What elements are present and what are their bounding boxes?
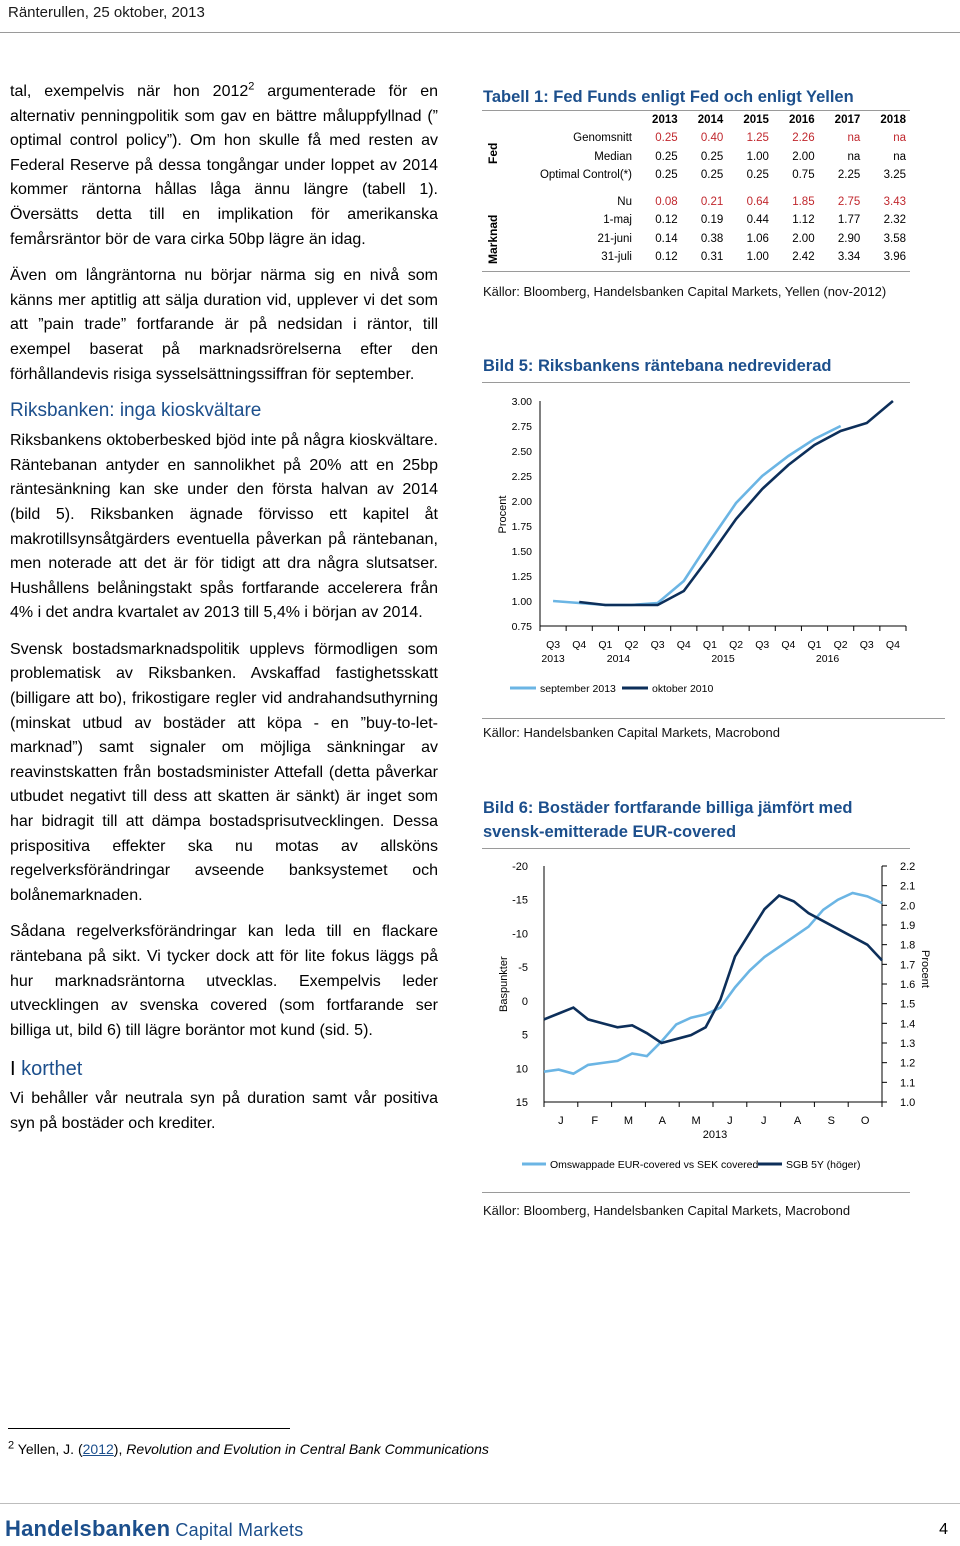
table-cell: 0.25 <box>655 150 678 163</box>
chart6 <box>482 850 932 1180</box>
table1-title: Tabell 1: Fed Funds enligt Fed och enligt Yellen <box>483 88 854 106</box>
table-cell: na <box>847 150 861 163</box>
table-cell: 0.12 <box>655 214 678 227</box>
x-year-label: 2016 <box>815 653 840 665</box>
table-cell: 2.32 <box>883 214 906 227</box>
divider <box>482 271 910 272</box>
fed-row <box>500 129 910 148</box>
y-left-tick-label: 15 <box>515 1097 528 1109</box>
footer-divider <box>0 1503 960 1504</box>
table-cell: 0.21 <box>700 195 724 208</box>
y-left-tick-label: -10 <box>512 928 528 941</box>
x-tick-label: J <box>558 1115 564 1127</box>
x-tick-label: Q4 <box>676 639 691 651</box>
table-cell: na <box>893 132 906 145</box>
y-tick-label: 0.75 <box>511 621 532 633</box>
y-right-tick-label: 1.7 <box>900 959 916 972</box>
table-cell: 2.00 <box>792 150 815 163</box>
table-cell: 0.12 <box>655 251 678 264</box>
divider <box>482 718 945 719</box>
table-cell: 3.25 <box>883 169 906 182</box>
row-label: 21-juni <box>597 232 632 245</box>
table-cell: 0.64 <box>746 195 769 208</box>
y-right-axis-label: Procent <box>919 950 931 988</box>
divider <box>482 848 910 849</box>
table-cell: 0.25 <box>655 132 678 145</box>
year-header: 2014 <box>697 114 724 126</box>
chart5-source: Källor: Handelsbanken Capital Markets, Macrobond <box>483 725 780 740</box>
legend-label: september 2013 <box>540 683 616 695</box>
year-header: 2015 <box>743 114 769 126</box>
y-left-tick-label: -15 <box>512 894 528 907</box>
table-cell: 1.85 <box>792 195 815 208</box>
table-cell: 3.43 <box>883 195 906 208</box>
footnote-year-link[interactable]: 2012 <box>82 1441 114 1457</box>
x-tick-label: Q4 <box>781 639 796 651</box>
year-header: 2013 <box>652 114 678 126</box>
table-cell: 1.06 <box>746 232 769 245</box>
legend-label: SGB 5Y (höger) <box>786 1159 861 1171</box>
x-tick-label: Q2 <box>833 639 848 651</box>
y-left-axis-label: Baspunkter <box>498 956 510 1012</box>
y-left-tick-label: 0 <box>521 995 528 1008</box>
footnote: $^2$ Yellen, J. (2012), Revolution and Evolution in Central Bank Communications <box>8 1439 489 1457</box>
market-row <box>500 248 910 267</box>
series-line <box>553 426 841 605</box>
y-left-tick-label: -20 <box>512 861 528 873</box>
table-cell: 0.40 <box>700 132 724 145</box>
year-header: 2018 <box>880 114 906 126</box>
footnote-ref[interactable]: 2 <box>248 80 255 93</box>
table-cell: 1.77 <box>837 214 861 227</box>
x-tick-label: S <box>827 1115 835 1127</box>
x-tick-label: A <box>793 1115 802 1127</box>
header-divider <box>0 32 960 33</box>
series-line <box>544 893 882 1074</box>
legend-label: Omswappade EUR-covered vs SEK covered <box>550 1159 759 1171</box>
table-cell: 0.25 <box>655 169 678 182</box>
x-year-label: 2015 <box>711 653 735 665</box>
x-tick-label: J <box>727 1115 733 1127</box>
table-cell: 0.14 <box>655 232 678 245</box>
y-tick-label: 2.75 <box>511 421 532 433</box>
x-tick-label: M <box>623 1115 634 1127</box>
y-tick-label: 2.25 <box>511 471 532 483</box>
table-cell: 2.25 <box>837 169 861 182</box>
y-tick-label: 2.50 <box>511 446 532 458</box>
y-left-tick-label: 10 <box>515 1063 528 1076</box>
left-column <box>10 80 438 1137</box>
x-tick-label: F <box>591 1115 599 1127</box>
table-cell: 0.19 <box>700 214 724 227</box>
y-right-tick-label: 1.5 <box>900 998 916 1011</box>
row-label: Optimal Control(*) <box>539 169 632 182</box>
table-cell: 0.38 <box>700 232 724 245</box>
fed-row <box>500 148 910 167</box>
x-tick-label: Q4 <box>572 639 587 651</box>
table-cell: 2.00 <box>792 232 815 245</box>
y-tick-label: 2.00 <box>511 496 532 508</box>
y-left-tick-label: 5 <box>521 1029 528 1042</box>
table-cell: na <box>893 150 906 163</box>
year-header: 2016 <box>789 114 815 126</box>
handelsbanken-logo: Handelsbanken Capital Markets <box>5 1516 304 1541</box>
paragraph-5: Sådana regelverksförändringar kan leda till en flackare räntebana på sikt. Vi tycker dock att för lite fokus läggs på hur marknadsräntorna utvecklas. Exempelvis leder utvecklingen av svenska covered (som fortfarande ser billiga ut, bild 6) till lägre boräntor mot kund (sid. 5). <box>10 923 438 1039</box>
page-number: 4 <box>939 1521 948 1538</box>
x-tick-label: O <box>860 1115 870 1127</box>
x-tick-label: Q2 <box>624 639 639 651</box>
table-cell: 2.90 <box>837 232 861 245</box>
y-right-tick-label: 1.3 <box>900 1038 916 1050</box>
divider <box>482 382 910 383</box>
x-year-label: 2013 <box>702 1129 728 1141</box>
y-right-tick-label: 1.6 <box>900 979 916 991</box>
x-tick-label: Q4 <box>885 639 900 651</box>
fed-row <box>500 166 910 185</box>
y-right-tick-label: 2.1 <box>900 880 916 893</box>
table-cell: 0.31 <box>700 251 724 264</box>
y-axis-label: Procent <box>497 495 509 534</box>
y-left-tick-label: -5 <box>518 962 528 975</box>
table-cell: 3.34 <box>837 251 861 264</box>
y-right-tick-label: 1.9 <box>900 920 916 932</box>
table-cell: 0.25 <box>700 169 724 182</box>
x-year-label: 2014 <box>606 653 631 665</box>
y-right-tick-label: 1.2 <box>900 1057 916 1070</box>
table-cell: 1.25 <box>746 132 769 145</box>
y-right-tick-label: 1.4 <box>900 1018 916 1031</box>
table-cell: 3.96 <box>883 251 906 264</box>
y-tick-label: 3.00 <box>511 396 532 408</box>
row-label: 31-juli <box>601 251 632 264</box>
y-right-tick-label: 1.0 <box>900 1097 916 1109</box>
market-label: Marknad <box>486 214 500 264</box>
x-tick-label: Q3 <box>859 639 874 651</box>
section-heading-korthet: I korthet <box>10 1058 83 1081</box>
table-cell: 2.42 <box>792 251 815 264</box>
paragraph-6: Vi behåller vår neutrala syn på duration samt vår positiva syn på bostäder och krediter. <box>10 1090 438 1132</box>
paragraph-3: Riksbankens oktoberbesked bjöd inte på några kioskvältare. Räntebanan antyder en sannolikhet på 20% att en 25bp räntesänkning kan ske under den första halvan av 2014 (bild 5). Riksbanken ägnade förvisso ett kapitel åt makrotillsynsåtgärders eventuella påverkan på räntebanan, men noterade att det är för tidigt att dra några slutsatser. Hushållens belåningstakt spås fortfarande accelerera från 4% i det andra kvartalet av 2013 till 5,4% i början av 2014. <box>10 432 438 622</box>
row-label: Nu <box>617 195 632 208</box>
table-cell: 1.00 <box>746 251 769 264</box>
section-heading-riksbanken: Riksbanken: inga kioskvältare <box>10 400 262 422</box>
x-tick-label: Q1 <box>598 639 613 651</box>
x-tick-label: J <box>760 1115 767 1127</box>
table-cell: 0.44 <box>746 214 769 227</box>
year-header: 2017 <box>834 114 861 126</box>
y-right-tick-label: 1.1 <box>900 1077 916 1090</box>
y-right-tick-label: 2.2 <box>900 861 916 873</box>
x-tick-label: A <box>658 1115 666 1127</box>
x-tick-label: Q3 <box>755 639 770 651</box>
table-cell: na <box>847 132 861 145</box>
row-label: Genomsnitt <box>573 132 632 145</box>
table1-source: Källor: Bloomberg, Handelsbanken Capital Markets, Yellen (nov-2012) <box>483 284 887 299</box>
chart5-title: Bild 5: Riksbankens räntebana nedreviderad <box>483 357 832 375</box>
paragraph-4: Svensk bostadsmarknadspolitik upplevs förmodligen som problematisk av Riksbanken. Avskaffad fastighetsskatt (billigare att bo), frikostigare regler vid andrahandsuthyrning (minskat utbud av bostäder att köpa - en ”buy-to-let-marknad”) samt signaler om möjliga sänkningar av reavinstskatten från bostadsminister Attefall (detta påverkar utbudet negativt till dess att skatten är sänkt) är inget som har bidragit till att dämpa bostadsprisutvecklingen. Dessa prispositiva effekter ska nu motas av allsköns regelverksförändringar avseende banksystemet och bolånemarknaden. <box>10 640 438 904</box>
table-cell: 1.00 <box>746 150 769 163</box>
table-cell: 2.26 <box>792 132 815 145</box>
y-right-tick-label: 2.0 <box>900 900 916 913</box>
chart6-title: Bild 6: Bostäder fortfarande billiga jämfört med svensk-emitterade EUR-covered <box>483 799 853 841</box>
market-row <box>500 230 910 249</box>
page-header: Ränterullen, 25 oktober, 2013 <box>8 4 205 21</box>
table-cell: 1.12 <box>792 214 815 227</box>
chart5 <box>482 385 912 705</box>
x-tick-label: Q3 <box>546 639 561 651</box>
table-cell: 3.58 <box>883 232 906 245</box>
row-label: Median <box>594 150 632 163</box>
series-line <box>544 896 882 1044</box>
table-cell: 2.75 <box>837 195 861 208</box>
footnote-divider <box>8 1428 290 1429</box>
table-cell: 0.75 <box>792 169 815 182</box>
divider <box>482 1192 910 1193</box>
paragraph-1: tal, exempelvis när hon 2012$^2$ argumenterade för en alternativ penningpolitik som gav en bättre måluppfyllnad (” optimal control policy”). Om hon skulle få med resten av Federal Reserve på dessa tongångar under loppet av 2014 kommer räntorna hållas låga ännu längre (tabell 1). Översätts detta till en implikation för amerikanska femårsräntor bör de vara cirka 50bp lägre än idag. <box>10 80 438 248</box>
legend-label: oktober 2010 <box>652 683 714 695</box>
x-tick-label: Q1 <box>807 639 822 651</box>
x-tick-label: M <box>691 1115 701 1127</box>
y-tick-label: 1.75 <box>511 521 532 533</box>
y-right-tick-label: 1.8 <box>900 939 916 952</box>
table-cell: 0.08 <box>655 195 678 208</box>
x-tick-label: Q3 <box>650 639 665 651</box>
x-tick-label: Q2 <box>729 639 744 651</box>
table-cell: 0.25 <box>700 150 724 163</box>
y-tick-label: 1.25 <box>511 571 532 583</box>
market-row <box>500 193 910 212</box>
table-cell: 0.25 <box>746 169 769 182</box>
x-year-label: 2013 <box>541 653 565 665</box>
market-row <box>500 211 910 230</box>
chart6-source: Källor: Bloomberg, Handelsbanken Capital Markets, Macrobond <box>483 1203 851 1218</box>
fed-funds-table <box>500 111 910 267</box>
y-tick-label: 1.00 <box>511 596 532 608</box>
paragraph-2: Även om långräntorna nu börjar närma sig en nivå som känns mer aptitlig att sälja duration vid, upplever vi det som att ”pain trade” fortfarande är på nedsidan i räntor, till exempel baserat på marknadsrörelserna efter den förhållandevis risiga sysselsättningssiffran för september. <box>10 267 438 383</box>
fed-label: Fed <box>486 142 500 164</box>
row-label: 1-maj <box>603 214 632 227</box>
y-tick-label: 1.50 <box>511 546 532 558</box>
x-tick-label: Q1 <box>702 639 717 651</box>
